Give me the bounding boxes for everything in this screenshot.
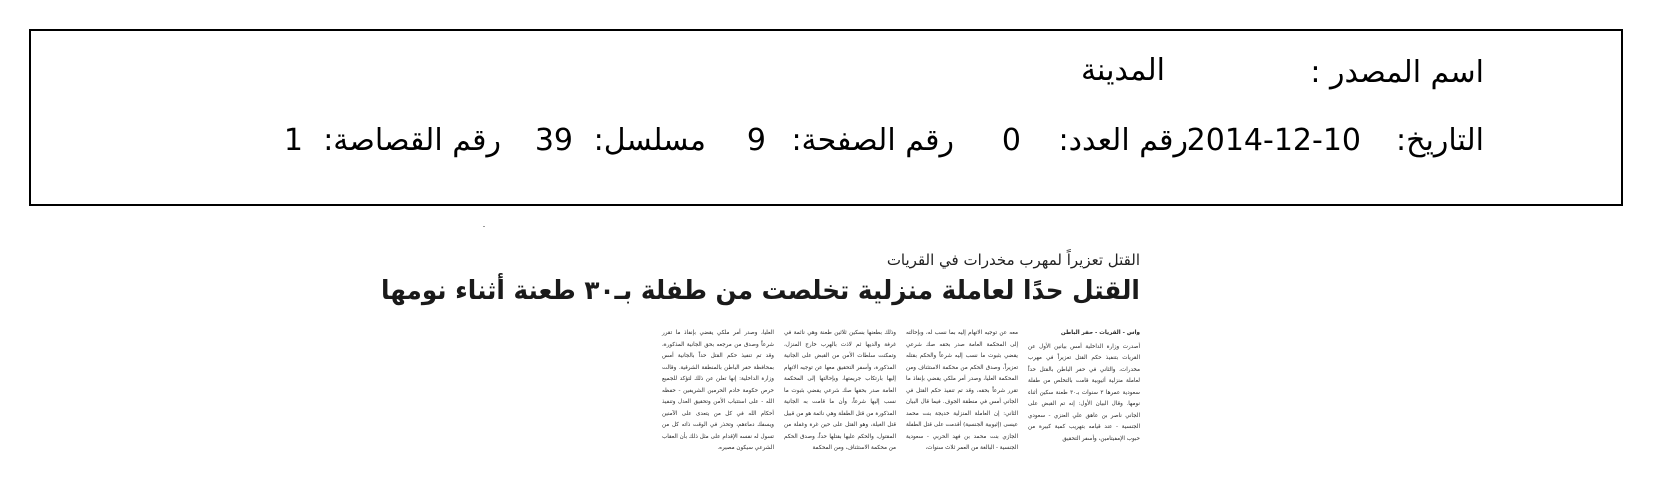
article-column-text: أصدرت وزارة الداخلية أمس بيانين الأول عن القريات بتنفيذ حكم القتل تعزيراً في مهرب مخدرات، والثاني في حفر الباطن بالقتل حداً لعاملة منزلية أثيوبية قامت بالتخلص من طفلة سعودية عمرها ٣ سنوات بـ٣٠ طعنة سكين أثناء نومها. وقال البيان الأول: إنه تم القبض على الجاني ناصر بن عاهق علي العنزي - سعودي الجنسية - عند قيامه بتهريب كمية كبيرة من حبوب الإمفيتامين، وأسفر التحقيق <box>1028 343 1140 442</box>
source-label: اسم المصدر : <box>1310 55 1484 90</box>
scan-speck <box>483 226 485 227</box>
issue-value: 0 <box>1001 123 1021 158</box>
date-value: 2014-12-10 <box>1186 123 1361 158</box>
clip-number-value: 1 <box>283 123 303 158</box>
date-label: التاريخ: <box>1396 123 1484 158</box>
page-label: رقم الصفحة: <box>791 123 954 158</box>
article-headline: القتل حدًا لعاملة منزلية تخلصت من طفلة بـ٣٠ طعنة أثناء نومها <box>381 276 1140 306</box>
article-column-3: وذلك بطعنها بسكين ثلاثين طعنة وهي نائمة في غرفة والديها ثم لاذت بالهرب خارج المنزل، وتمكنت سلطات الأمن من القبض على الجانية المذكورة، وأسفر التحقيق معها عن توجيه الاتهام إليها بارتكاب جريمتها، وبإحالتها إلى المحكمة العامة صدر بحقها صك شرعي يقضي بثبوت ما نسب إليها شرعاً، وأن ما قامت به الجانية المذكورة من قتل الطفلة وهي نائمة هو من قبيل قتل الغيلة، وهو القتل على حين غرة وغفلة من المقتول، والحكم عليها بقتلها حداً، وصدق الحكم من محكمة الاستئناف، ومن المحكمة <box>784 330 896 451</box>
article-column-1 <box>1028 328 1140 446</box>
article-columns <box>525 328 1140 451</box>
article-column-4: العليا، وصدر أمر ملكي يقضي بإنفاذ ما تقرر شرعاً وصدق من مرجعه بحق الجانية المذكورة، وقد تم تنفيذ حكم القتل حداً بالجانية أمس بمحافظة حفر الباطن بالمنطقة الشرقية. وقالت وزارة الداخلية: إنها تعلن عن ذلك لتؤكد للجميع حرص حكومة خادم الحرمين الشريفين - حفظه الله - على استتباب الأمن وتحقيق العدل وتنفيذ أحكام الله في كل من يتعدى على الآمنين ويسفك دماءهم، وتحذر في الوقت ذاته كل من تسول له نفسه الإقدام على مثل ذلك بأن العقاب الشرعي سيكون مصيره. <box>662 330 774 451</box>
clip-number-label: رقم القصاصة: <box>323 123 501 158</box>
serial-label: مسلسل: <box>593 123 706 158</box>
clipping-info-box <box>29 29 1623 206</box>
newspaper-clipping <box>381 238 1140 454</box>
issue-label: رقم العدد: <box>1058 123 1188 158</box>
page-value: 9 <box>746 123 766 158</box>
serial-value: 39 <box>534 123 573 158</box>
source-value: المدينة <box>1080 53 1165 88</box>
article-column-2: معه عن توجيه الاتهام إليه بما نسب له، وبإحالته إلى المحكمة العامة صدر بحقه صك شرعي يقضي بثبوت ما نسب إليه شرعاً والحكم بقتله تعزيراً، وصدق الحكم من محكمة الاستئناف ومن المحكمة العليا، وصدر أمر ملكي يقضي بإنفاذ ما تقرر شرعاً بحقه، وقد تم تنفيذ حكم القتل في الجاني أمس في منطقة الجوف. فيما قال البيان الثاني: إن العاملة المنزلية خديجة بنت محمد عيسى (إثيوبية الجنسية) أقدمت على قتل الطفلة الجازي بنت محمد بن فهد الحربي - سعودية الجنسية - البالغة من العمر ثلاث سنوات، <box>906 330 1018 451</box>
article-byline: واس - القريات - حفر الباطن <box>1060 330 1140 336</box>
article-kicker: القتل تعزيراً لمهرب مخدرات في القريات <box>886 251 1140 269</box>
